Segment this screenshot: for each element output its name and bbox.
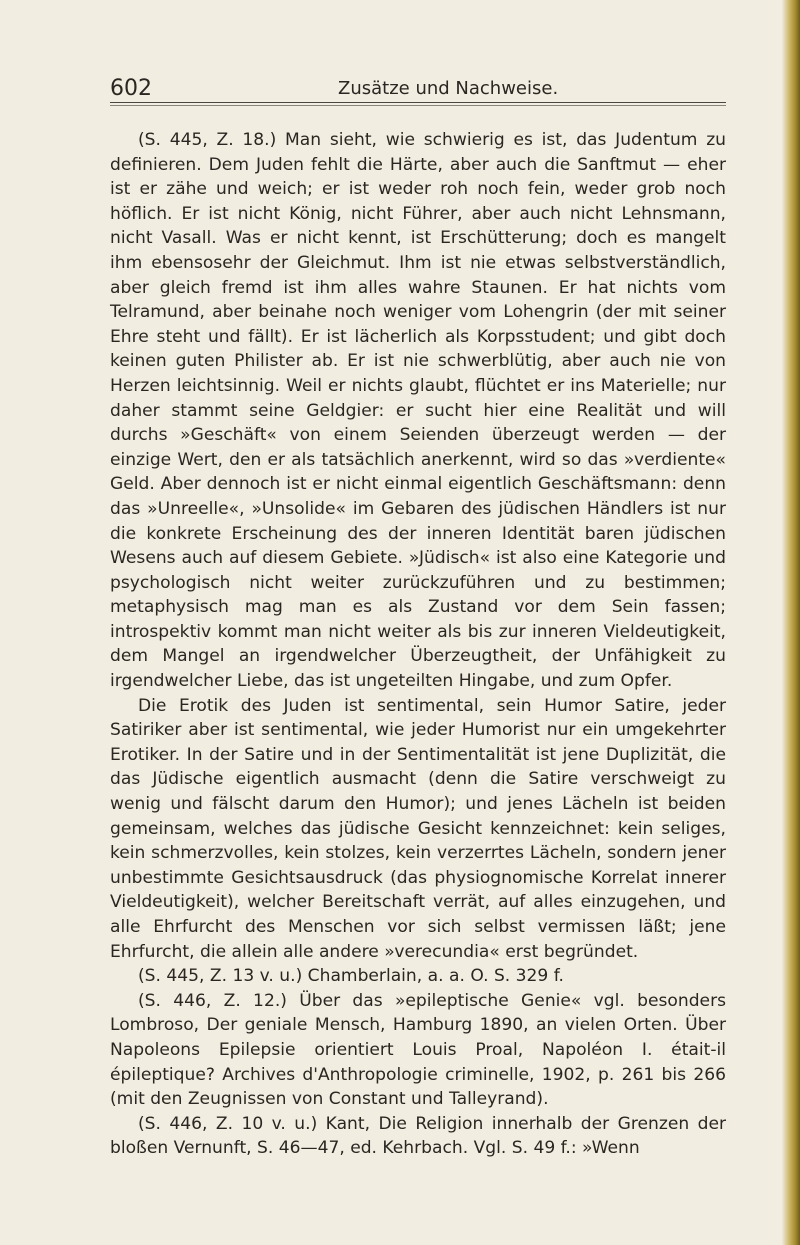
page-body	[110, 128, 726, 1161]
page-edge-shadow	[782, 0, 800, 1245]
paragraph-erotik: Die Erotik des Juden ist sentimental, sein Humor Satire, jeder Satiriker aber ist sentimental, wie jeder Humorist nur ein umgekehrter Erotiker. In der Satire und in der Sentimentalität ist jene Duplizität, die das Jüdische eigentlich ausmacht (denn die Satire verschweigt zu wenig und fälscht darum den Humor); und jenes Lächeln ist beiden gemeinsam, welches das jüdische Gesicht kennzeichnet: kein seliges, kein schmerzvolles, kein stolzes, kein verzerrtes Lächeln, sondern jener unbestimmte Gesichtsausdruck (das physiognomische Korrelat innerer Vieldeutigkeit), welcher Bereitschaft verrät, auf alles einzugehen, und alle Ehrfurcht des Menschen vor sich selbst vermissen läßt; jene Ehrfurcht, die allein alle andere »verecundia« erst begründet.	[110, 695, 726, 962]
paragraph-note-446-10: (S. 446, Z. 10 v. u.) Kant, Die Religion innerhalb der Grenzen der bloßen Vernunft, S. 46—47, ed. Kehrbach. Vgl. S. 49 f.: »Wenn	[110, 1113, 726, 1159]
paragraph-note-445-13: (S. 445, Z. 13 v. u.) Chamberlain, a. a. O. S. 329 f.	[138, 966, 564, 987]
header-rule-secondary	[110, 105, 726, 106]
header-rule	[110, 102, 726, 103]
page-number: 602	[110, 76, 152, 101]
running-head: Zusätze und Nachweise.	[338, 78, 559, 99]
paragraph-note-445-18: (S. 445, Z. 18.) Man sieht, wie schwierig es ist, das Judentum zu definieren. Dem Juden fehlt die Härte, aber auch die Sanftmut — eher ist er zähe und weich; er ist weder roh noch fein, weder grob noch höflich. Er ist nicht König, nicht Führer, aber auch nicht Lehnsmann, nicht Vasall. Was er nicht kennt, ist Erschütterung; doch es mangelt ihm ebensosehr der Gleichmut. Ihm ist nie etwas selbstverständlich, aber gleich fremd ist ihm alles wahre Staunen. Er hat nichts vom Telramund, aber beinahe noch weniger vom Lohengrin (der mit seiner Ehre steht und fällt). Er ist lächerlich als Korpsstudent; und gibt doch keinen guten Philister ab. Er ist nie schwerblütig, aber auch nie von Herzen leichtsinnig. Weil er nichts glaubt, flüchtet er ins Materielle; nur daher stammt seine Geldgier: er sucht hier eine Realität und will durchs »Geschäft« von einem Seienden überzeugt werden — der einzige Wert, den er als tatsächlich anerkennt, wird so das »verdiente« Geld. Aber dennoch ist er nicht einmal eigentlich Geschäftsmann: denn das »Unreelle«, »Unsolide« im Gebaren des jüdischen Händlers ist nur die konkrete Erscheinung des der inneren Identität baren jüdischen Wesens auch auf diesem Gebiete. »Jüdisch« ist also eine Kategorie und psychologisch nicht weiter zurückzuführen und zu bestimmen; metaphysisch mag man es als Zustand vor dem Sein fassen; introspektiv kommt man nicht weiter als bis zur inneren Vieldeutigkeit, dem Mangel an irgendwelcher Überzeugtheit, der Unfähigkeit zu irgendwelcher Liebe, das ist ungeteilten Hingabe, und zum Opfer.	[110, 130, 726, 692]
paragraph-note-446-12: (S. 446, Z. 12.) Über das »epileptische Genie« vgl. besonders Lombroso, Der geniale Mensch, Hamburg 1890, an vielen Orten. Über Napoleons Epilepsie orientiert Louis Proal, Napoléon I. était-il épileptique? Archives d'Anthropologie criminelle, 1902, p. 261 bis 266 (mit den Zeugnissen von Constant und Talleyrand).	[110, 990, 726, 1110]
